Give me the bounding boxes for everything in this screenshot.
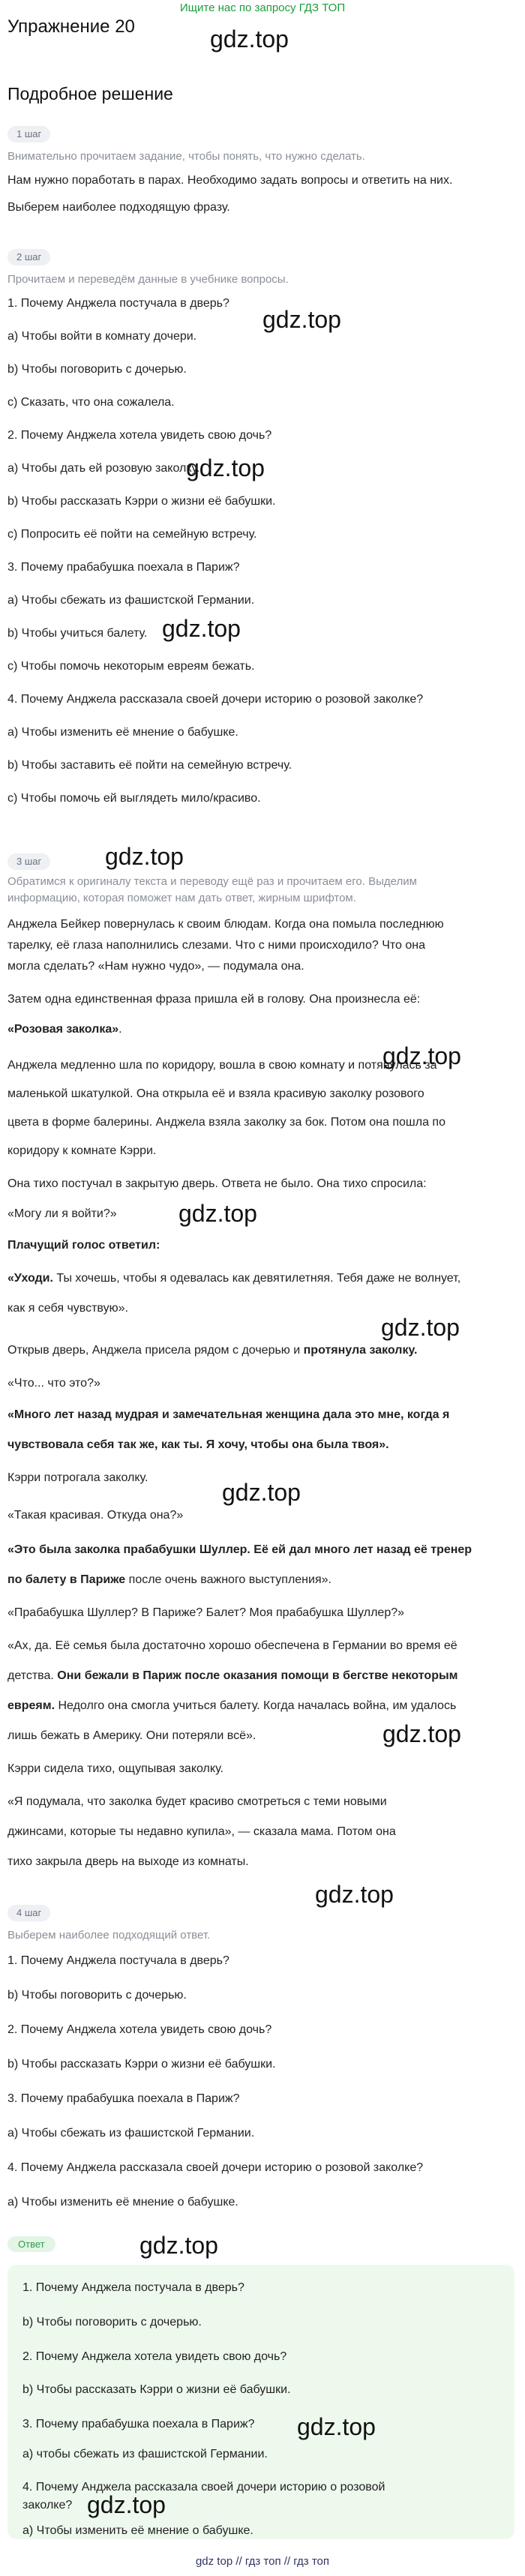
question-line: 2. Почему Анджела хотела увидеть свою дочь? — [8, 2023, 272, 2036]
story-line: маленькой шкатулкой. Она открыла её и взяла красивую заколку розового — [8, 1087, 424, 1100]
story-line: цвета в форме балерины. Анджела взяла заколку за бок. Потом она пошла по — [8, 1116, 446, 1129]
watermark: gdz.top — [186, 454, 265, 481]
option-line: c) Попросить её пойти на семейную встречу. — [8, 528, 257, 541]
answer-line: заколке? — [22, 2499, 73, 2512]
step-3 — [8, 853, 518, 870]
option-line: c) Сказать, что она сожалела. — [8, 396, 175, 409]
watermark: gdz.top — [178, 1200, 257, 1227]
step-note: Внимательно прочитаем задание, чтобы понять, что нужно сделать. — [8, 150, 365, 163]
text-line: Выберем наиболее подходящую фразу. — [8, 201, 230, 214]
story-line: тарелку, её глаза наполнились слезами. Что с ними происходило? Что она — [8, 939, 425, 952]
option-line: a) Чтобы дать ей розовую заколку. — [8, 462, 200, 475]
step-4 — [8, 1905, 518, 1945]
story-line: «Ах, да. Её семья была достаточно хорошо обеспечена в Германии во время её — [8, 1639, 458, 1652]
bold-text: «Розовая заколка» — [8, 1023, 119, 1036]
step-2 — [8, 249, 518, 289]
solution-title: Подробное решение — [8, 84, 173, 103]
option-line: a) Чтобы изменить её мнение о бабушке. — [8, 726, 238, 739]
option-line: b) Чтобы рассказать Кэрри о жизни её бабушки. — [8, 495, 276, 508]
story-line: лишь бежать в Америку. Они потеряли всё». — [8, 1729, 256, 1742]
watermark: gdz.top — [140, 2232, 218, 2259]
exercise-title: Упражнение 20 — [8, 16, 135, 37]
story-line: «Много лет назад мудрая и замечательная женщина дала это мне, когда я — [8, 1408, 450, 1421]
story-line: чувствовала себя так же, как ты. Я хочу, чтобы она была твоя». — [8, 1438, 389, 1451]
option-line: c) Чтобы помочь некоторым евреям бежать. — [8, 660, 255, 673]
story-line: как я себя чувствую». — [8, 1302, 128, 1315]
search-banner[interactable]: Ищите нас по запросу ГДЗ ТОП — [179, 1, 346, 14]
question-line: 2. Почему Анджела хотела увидеть свою дочь? — [8, 429, 272, 442]
answer-line: a) чтобы сбежать из фашистской Германии. — [22, 2448, 268, 2461]
option-line: b) Чтобы учиться балету. — [8, 627, 148, 640]
story-line: «Розовая заколка». — [8, 1023, 122, 1036]
story-line: тихо закрыла дверь на выходе из комнаты. — [8, 1855, 249, 1868]
answer-line: 2. Почему Анджела хотела увидеть свою дочь? — [22, 2350, 287, 2363]
footer-links[interactable]: gdz top // гдз топ // гдз топ — [195, 2555, 330, 2568]
story-line: Затем одна единственная фраза пришла ей в голову. Она произнесла её: — [8, 993, 421, 1006]
option-line: a) Чтобы сбежать из фашистской Германии. — [8, 594, 255, 607]
option-line: b) Чтобы поговорить с дочерью. — [8, 1989, 187, 2002]
story-line: Анджела медленно шла по коридору, вошла в свою комнату и потянулась за — [8, 1059, 437, 1072]
story-line: «Это была заколка прабабушки Шуллер. Её ей дал много лет назад её тренер — [8, 1543, 472, 1556]
question-line: 4. Почему Анджела рассказала своей дочери историю о розовой заколке? — [8, 693, 424, 706]
step-note: Обратимся к оригиналу текста и переводу ещё раз и прочитаем его. Выделим — [8, 875, 417, 888]
answer-line: 1. Почему Анджела постучала в дверь? — [22, 2281, 244, 2294]
option-line: a) Чтобы войти в комнату дочери. — [8, 330, 197, 343]
watermark: gdz.top — [382, 1720, 461, 1747]
watermark: gdz.top — [315, 1881, 394, 1908]
step-badge: 3 шаг — [8, 853, 50, 870]
watermark: gdz.top — [222, 1479, 301, 1506]
step-note: информацию, которая поможет нам дать ответ, жирным шрифтом. — [8, 892, 356, 904]
answer-line: b) Чтобы поговорить с дочерью. — [22, 2316, 202, 2329]
story-line: Плачущий голос ответил: — [8, 1239, 160, 1252]
story-line: «Что... что это?» — [8, 1377, 100, 1390]
story-line: могла сделать? «Нам нужно чудо», — подумала она. — [8, 960, 304, 973]
step-1 — [8, 126, 518, 166]
step-note: Прочитаем и переведём данные в учебнике вопросы. — [8, 273, 289, 286]
story-line: евреям. Недолго она смогла учиться балету. Когда началась война, им удалось — [8, 1699, 457, 1712]
story-line: «Такая красивая. Откуда она?» — [8, 1509, 184, 1522]
story-line: Открыв дверь, Анджела присела рядом с дочерью и протянула заколку. — [8, 1344, 418, 1357]
answer-line: a) Чтобы изменить её мнение о бабушке. — [22, 2524, 254, 2537]
story-line: Кэрри сидела тихо, ощупывая заколку. — [8, 1762, 224, 1775]
watermark: gdz.top — [105, 843, 184, 870]
option-line: b) Чтобы рассказать Кэрри о жизни её бабушки. — [8, 2058, 276, 2071]
step-badge: 4 шаг — [8, 1905, 50, 1921]
story-line: Кэрри потрогала заколку. — [8, 1471, 148, 1484]
story-line: «Я подумала, что заколка будет красиво смотреться с теми новыми — [8, 1795, 387, 1808]
text-line: Нам нужно поработать в парах. Необходимо задать вопросы и ответить на них. — [8, 174, 453, 187]
step-badge: 1 шаг — [8, 126, 50, 142]
story-line: «Могу ли я войти?» — [8, 1207, 117, 1220]
question-line: 1. Почему Анджела постучала в дверь? — [8, 1954, 230, 1967]
option-line: b) Чтобы поговорить с дочерью. — [8, 363, 187, 376]
question-line: 3. Почему прабабушка поехала в Париж? — [8, 2092, 240, 2105]
question-line: 1. Почему Анджела постучала в дверь? — [8, 297, 230, 310]
answer-line: 4. Почему Анджела рассказала своей дочери историю о розовой — [22, 2481, 386, 2494]
option-line: a) Чтобы изменить её мнение о бабушке. — [8, 2196, 238, 2209]
watermark: gdz.top — [262, 306, 341, 333]
step-note: Выберем наиболее подходящий ответ. — [8, 1929, 211, 1942]
watermark: gdz.top — [162, 615, 241, 642]
option-line: a) Чтобы сбежать из фашистской Германии. — [8, 2127, 255, 2140]
story-line: по балету в Париже после очень важного выступления». — [8, 1573, 332, 1586]
watermark: gdz.top — [382, 1042, 461, 1069]
story-line: Она тихо постучал в закрытую дверь. Ответа не было. Она тихо спросила: — [8, 1177, 427, 1190]
watermark: gdz.top — [381, 1314, 460, 1341]
answer-badge: Ответ — [8, 2236, 56, 2252]
option-line: c) Чтобы помочь ей выглядеть мило/красиво. — [8, 792, 261, 805]
story-line: Анджела Бейкер повернулась к своим блюдам. Когда она помыла последнюю — [8, 918, 444, 931]
step-badge: 2 шаг — [8, 249, 50, 265]
answer-line: b) Чтобы рассказать Кэрри о жизни её бабушки. — [22, 2383, 291, 2396]
story-line: детства. Они бежали в Париж после оказания помощи в бегстве некоторым — [8, 1669, 458, 1682]
site-logo: gdz.top — [210, 25, 289, 52]
story-line: коридору к комнате Кэрри. — [8, 1144, 157, 1157]
watermark: gdz.top — [87, 2491, 166, 2518]
story-line: джинсами, которые ты недавно купила», — сказала мама. Потом она — [8, 1825, 396, 1838]
story-line: «Прабабушка Шуллер? В Париже? Балет? Моя прабабушка Шуллер?» — [8, 1606, 405, 1619]
watermark: gdz.top — [297, 2413, 376, 2440]
question-line: 3. Почему прабабушка поехала в Париж? — [8, 561, 240, 574]
answer-line: 3. Почему прабабушка поехала в Париж? — [22, 2418, 255, 2431]
option-line: b) Чтобы заставить её пойти на семейную встречу. — [8, 759, 292, 772]
question-line: 4. Почему Анджела рассказала своей дочери историю о розовой заколке? — [8, 2161, 424, 2174]
story-line: «Уходи. Ты хочешь, чтобы я одевалась как девятилетняя. Тебя даже не волнует, — [8, 1272, 461, 1285]
